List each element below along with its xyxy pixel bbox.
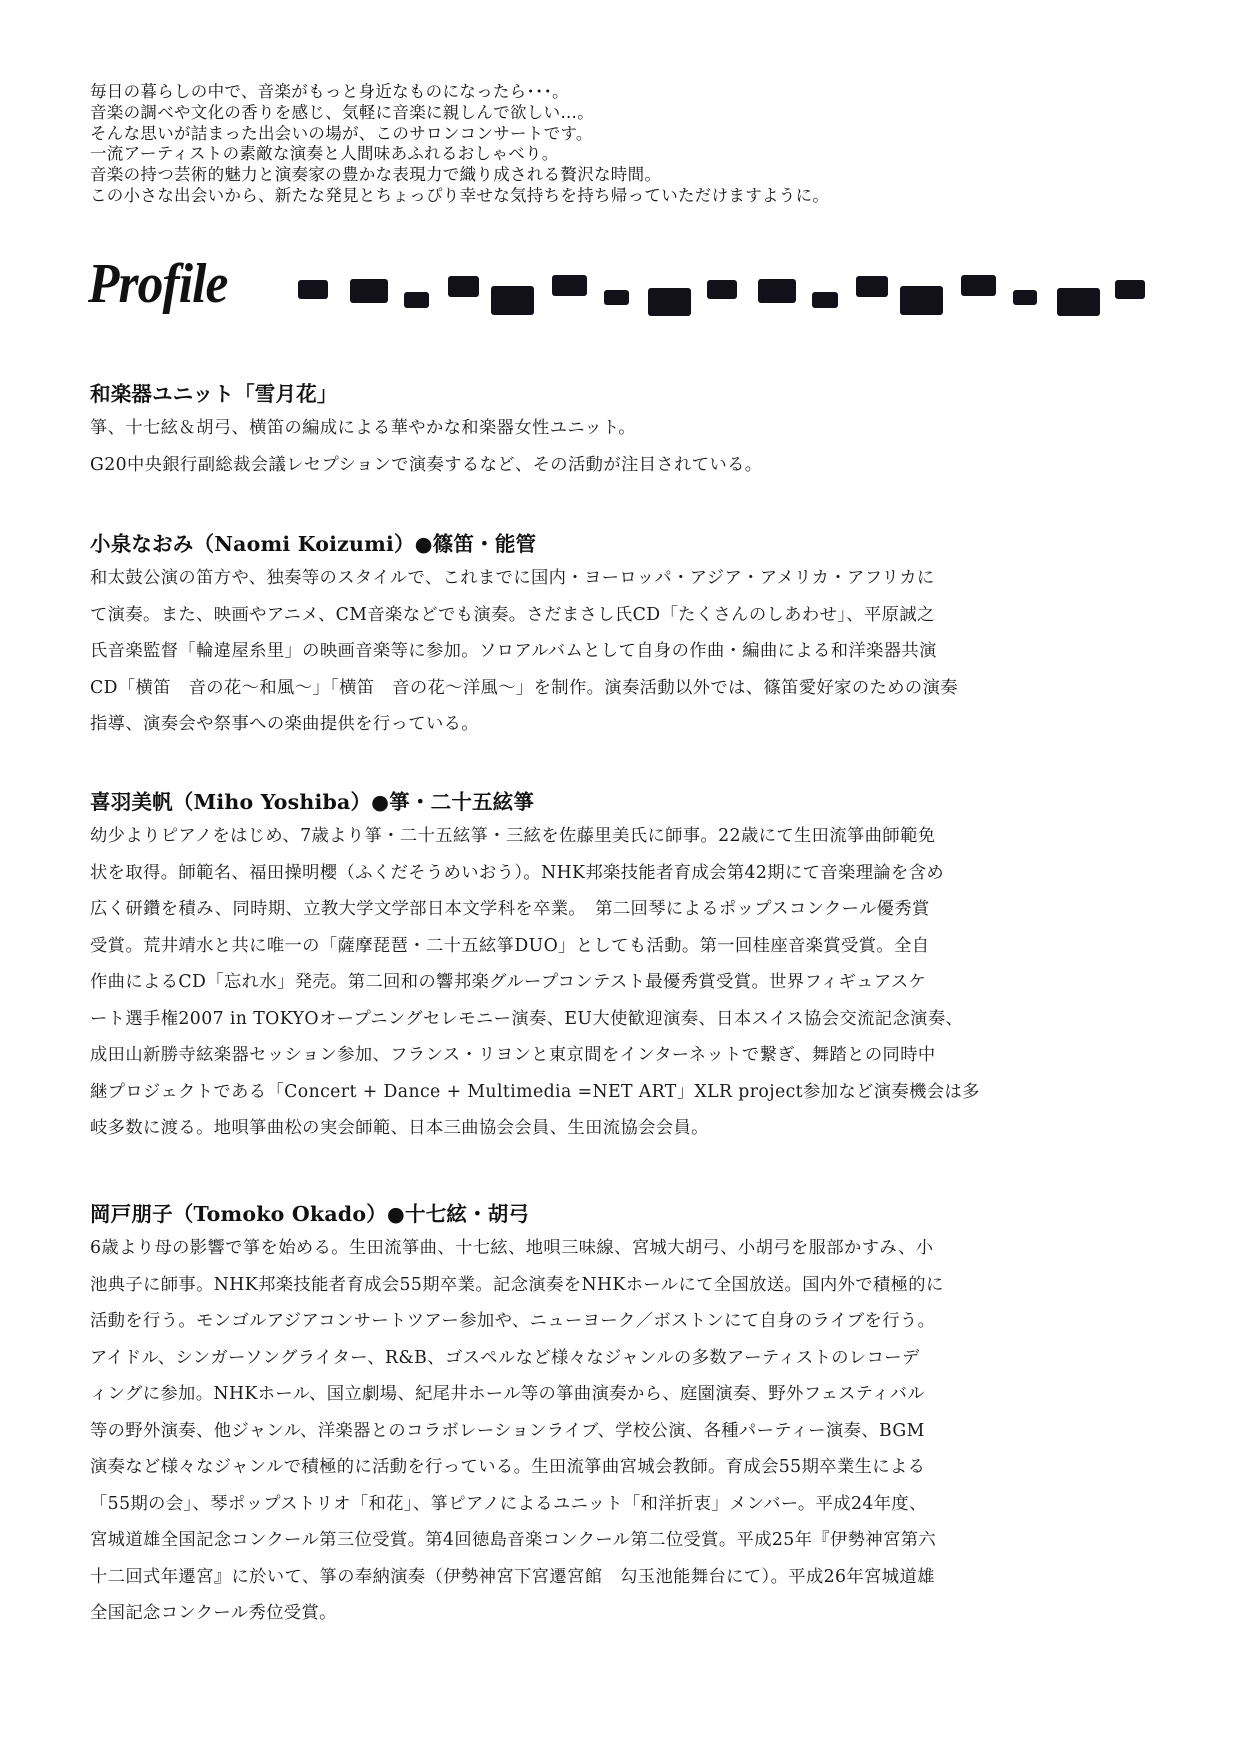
body-line: 広く研鑽を積み、同時期、立教大学文学部日本文学科を卒業。 第二回琴によるポップスコンクール優秀賞	[90, 899, 930, 919]
body-line: ィングに参加。NHKホール、国立劇場、紀尾井ホール等の箏曲演奏から、庭園演奏、野外フェスティバル	[90, 1384, 925, 1404]
section-title: 喜羽美帆（Miho Yoshiba）●箏・二十五絃箏	[90, 790, 535, 814]
section-body	[90, 560, 1142, 743]
decorative-square	[1115, 280, 1145, 299]
body-line: 池典子に師事。NHK邦楽技能者育成会55期卒業。記念演奏をNHKホールにて全国放送。国内外で積極的に	[90, 1274, 944, 1295]
body-line: 等の野外演奏、他ジャンル、洋楽器とのコラボレーションライブ、学校公演、各種パーティー演奏、BGM	[90, 1420, 925, 1441]
body-line: 和太鼓公演の笛方や、独奏等のスタイルで、これまでに国内・ヨーロッパ・アジア・アメリカ・アフリカに	[90, 568, 935, 588]
body-line: 十二回式年遷宮』に於いて、箏の奉納演奏（伊勢神宮下宮遷宮館 勾玉池能舞台にて）。平成26年宮城道雄	[90, 1566, 935, 1587]
intro-line: そんな思いが詰まった出会いの場が、このサロンコンサートです。	[90, 123, 593, 143]
decorative-square	[856, 276, 888, 297]
body-line: 6歳より母の影響で箏を始める。生田流箏曲、十七絃、地唄三味線、宮城大胡弓、小胡弓を服部かすみ、小	[90, 1238, 934, 1258]
section-body	[90, 1230, 1142, 1632]
profile-section-tomoko-okado	[90, 1200, 1142, 1632]
decorative-square	[900, 286, 943, 315]
body-line: 氏音楽監督「輪違屋糸里」の映画音楽等に参加。ソロアルバムとして自身の作曲・編曲による和洋楽器共演	[90, 641, 937, 661]
intro-line: 毎日の暮らしの中で、音楽がもっと身近なものになったら･･･。	[90, 82, 569, 101]
section-body	[90, 818, 1142, 1147]
intro-text	[90, 82, 1170, 207]
body-line: 状を取得。師範名、福田操明櫻（ふくだそうめいおう）。NHK邦楽技能者育成会第42期にて音楽理論を含め	[90, 862, 945, 883]
decorative-square	[812, 292, 838, 308]
intro-line: 音楽の持つ芸術的魅力と演奏家の豊かな表現力で織り成される贅沢な時間。	[90, 165, 662, 185]
decorative-square	[961, 275, 996, 296]
decorative-square	[604, 290, 629, 305]
body-line: 岐多数に渡る。地唄箏曲松の実会師範、日本三曲協会会員、生田流協会会員。	[90, 1118, 709, 1138]
body-line: G20中央銀行副総裁会議レセプションで演奏するなど、その活動が注目されている。	[90, 454, 763, 475]
body-line: 継プロジェクトである「Concert + Dance + Multimedia =NET ART」XLR project参加など演奏機会は多	[90, 1081, 980, 1102]
body-line: 成田山新勝寺絃楽器セッション参加、フランス・リヨンと東京間をインターネットで繋ぎ、舞踏との同時中	[90, 1045, 936, 1065]
profile-section-naomi-koizumi	[90, 530, 1142, 743]
intro-line: 一流アーティストの素敵な演奏と人間味あふれるおしゃべり。	[90, 144, 559, 164]
section-title: 和楽器ユニット「雪月花」	[90, 382, 338, 406]
body-line: ート選手権2007 in TOKYOオープニングセレモニー演奏、EU大使歓迎演奏、日本スイス協会交流記念演奏、	[90, 1008, 964, 1029]
profile-section-miho-yoshiba	[90, 788, 1142, 1147]
section-body	[90, 410, 1142, 483]
body-line: 宮城道雄全国記念コンクール第三位受賞。第4回徳島音楽コンクール第二位受賞。平成25年『伊勢神宮第六	[90, 1530, 937, 1550]
decorative-square	[350, 279, 388, 303]
decorative-square	[707, 280, 737, 299]
decorative-square	[1013, 290, 1037, 305]
body-line: て演奏。また、映画やアニメ、CM音楽などでも演奏。さだまさし氏CD「たくさんのしあわせ」、平原誠之	[90, 604, 935, 625]
body-line: アイドル、シンガーソングライター、R&B、ゴスペルなど様々なジャンルの多数アーティストのレコーデ	[90, 1347, 920, 1368]
body-line: 活動を行う。モンゴルアジアコンサートツアー参加や、ニューヨーク／ボストンにて自身のライブを行う。	[90, 1311, 936, 1331]
section-title: 岡戸朋子（Tomoko Okado）●十七絃・胡弓	[90, 1202, 530, 1226]
body-line: 演奏など様々なジャンルで積極的に活動を行っている。生田流箏曲宮城会教師。育成会55期卒業生による	[90, 1457, 926, 1477]
body-line: 箏、十七絃＆胡弓、横笛の編成による華やかな和楽器女性ユニット。	[90, 418, 636, 438]
body-line: 「55期の会」、琴ポップストリオ「和花」、箏ピアノによるユニット「和洋折衷」メンバー。平成24年度、	[90, 1493, 927, 1514]
profile-heading: Profile	[88, 253, 228, 315]
intro-line: この小さな出会いから、新たな発見とちょっぴり幸せな気持ちを持ち帰っていただけますように。	[90, 185, 830, 205]
body-line: 受賞。荒井靖水と共に唯一の「薩摩琵琶・二十五絃箏DUO」としても活動。第一回桂座音楽賞受賞。全自	[90, 935, 930, 956]
body-line: 全国記念コンクール秀位受賞。	[90, 1603, 337, 1623]
decorative-square	[1057, 288, 1100, 316]
decorative-square	[552, 275, 587, 296]
decorative-square	[758, 279, 796, 303]
decorative-square	[491, 286, 534, 315]
decorative-square	[648, 288, 691, 316]
intro-line: 音楽の調べや文化の香りを感じ、気軽に音楽に親しんで欲しい…。	[90, 102, 594, 122]
decorative-square	[404, 292, 429, 308]
body-line: 幼少よりピアノをはじめ、7歳より箏・二十五絃箏・三絃を佐藤里美氏に師事。22歳にて生田流箏曲師範免	[90, 826, 936, 846]
decorative-square	[448, 276, 479, 297]
body-line: 作曲によるCD「忘れ水」発売。第二回和の響邦楽グループコンテスト最優秀賞受賞。世界フィギュアスケ	[90, 972, 927, 992]
body-line: CD「横笛 音の花～和風～」「横笛 音の花～洋風～」を制作。演奏活動以外では、篠笛愛好家のための演奏	[90, 677, 958, 698]
profile-section-unit	[90, 380, 1142, 483]
decorative-square	[298, 280, 328, 299]
section-title: 小泉なおみ（Naomi Koizumi）●篠笛・能管	[90, 532, 537, 556]
body-line: 指導、演奏会や祭事への楽曲提供を行っている。	[90, 714, 479, 734]
